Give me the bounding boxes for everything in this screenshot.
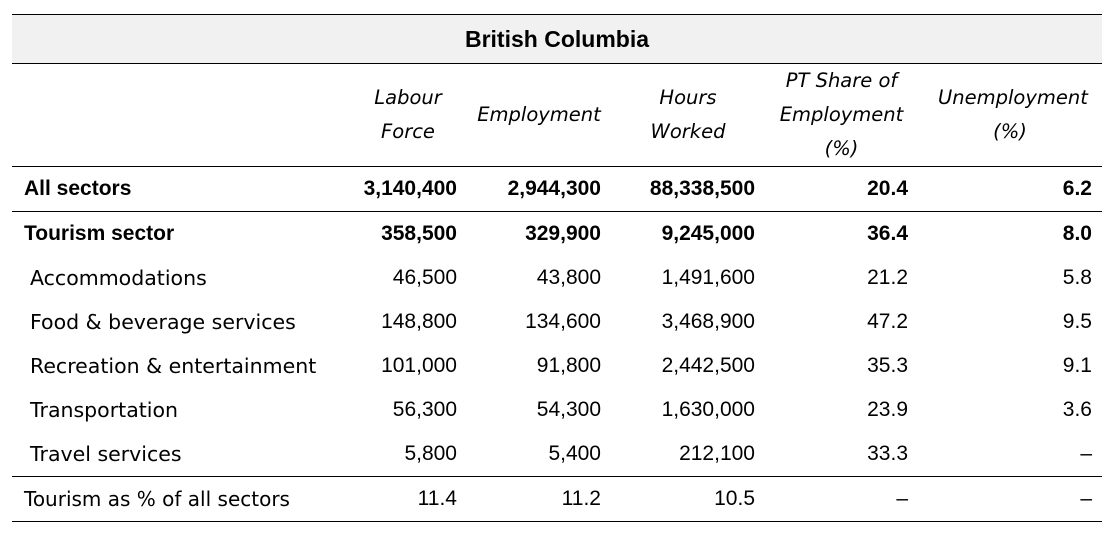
cell-employment: 134,600 — [525, 310, 601, 333]
row-label: Recreation & entertainment — [30, 354, 317, 378]
cell-unemployment: 9.1 — [1062, 354, 1092, 377]
header-row — [12, 64, 1102, 167]
cell-pt-share: 36.4 — [867, 222, 908, 245]
table-row — [12, 432, 1102, 477]
table-row — [12, 212, 1102, 257]
row-label: All sectors — [12, 167, 349, 212]
cell-unemployment: 6.2 — [918, 167, 1102, 212]
cell-employment: 54,300 — [536, 398, 601, 421]
row-label: Food & beverage services — [30, 310, 296, 334]
cell-labour-force: 46,500 — [392, 266, 457, 289]
cell-hours-worked: 2,442,500 — [661, 354, 755, 377]
cell-hours-worked: 1,491,600 — [661, 266, 755, 289]
cell-labour-force: 56,300 — [392, 398, 457, 421]
cell-hours-worked: 212,100 — [679, 442, 755, 465]
header-hours-worked: Hours Worked — [611, 64, 765, 167]
cell-employment: 11.2 — [467, 477, 611, 522]
row-label: Travel services — [30, 442, 182, 466]
table-row — [12, 256, 1102, 300]
cell-unemployment: 9.5 — [1062, 310, 1092, 333]
cell-unemployment: – — [918, 477, 1102, 522]
cell-hours-worked: 10.5 — [611, 477, 765, 522]
row-label: Accommodations — [30, 266, 207, 290]
header-unemployment: Unemployment (%) — [918, 64, 1102, 167]
data-table — [12, 64, 1102, 522]
row-label: Transportation — [30, 398, 179, 422]
cell-employment: 2,944,300 — [467, 167, 611, 212]
cell-labour-force: 5,800 — [404, 442, 457, 465]
cell-pt-share: – — [765, 477, 918, 522]
table-title: British Columbia — [12, 14, 1102, 64]
cell-pt-share: 35.3 — [867, 354, 908, 377]
cell-hours-worked: 9,245,000 — [661, 222, 755, 245]
table-row — [12, 167, 1102, 212]
cell-hours-worked: 3,468,900 — [661, 310, 755, 333]
cell-unemployment: 5.8 — [1062, 266, 1092, 289]
cell-labour-force: 358,500 — [381, 222, 457, 245]
table-row — [12, 344, 1102, 388]
employment-table — [12, 14, 1102, 522]
cell-pt-share: 33.3 — [867, 442, 908, 465]
cell-employment: 43,800 — [536, 266, 601, 289]
row-label: Tourism as % of all sectors — [12, 477, 349, 522]
cell-pt-share: 20.4 — [765, 167, 918, 212]
cell-employment: 5,400 — [548, 442, 601, 465]
cell-labour-force: 101,000 — [381, 354, 457, 377]
header-labour-force: Labour Force — [349, 64, 467, 167]
table-row — [12, 300, 1102, 344]
cell-employment: 329,900 — [525, 222, 601, 245]
cell-pt-share: 21.2 — [867, 266, 908, 289]
cell-pt-share: 23.9 — [867, 398, 908, 421]
cell-labour-force: 3,140,400 — [349, 167, 467, 212]
row-label: Tourism sector — [24, 222, 175, 245]
cell-employment: 91,800 — [536, 354, 601, 377]
table-row — [12, 388, 1102, 432]
table-row — [12, 477, 1102, 522]
cell-unemployment: 3.6 — [1062, 398, 1092, 421]
cell-unemployment: – — [1080, 442, 1092, 465]
cell-pt-share: 47.2 — [867, 310, 908, 333]
header-employment: Employment — [467, 64, 611, 167]
header-pt-share: PT Share of Employment (%) — [765, 64, 918, 167]
cell-unemployment: 8.0 — [1062, 222, 1092, 245]
cell-labour-force: 148,800 — [381, 310, 457, 333]
header-empty — [12, 64, 349, 167]
cell-hours-worked: 1,630,000 — [661, 398, 755, 421]
cell-labour-force: 11.4 — [349, 477, 467, 522]
cell-hours-worked: 88,338,500 — [611, 167, 765, 212]
